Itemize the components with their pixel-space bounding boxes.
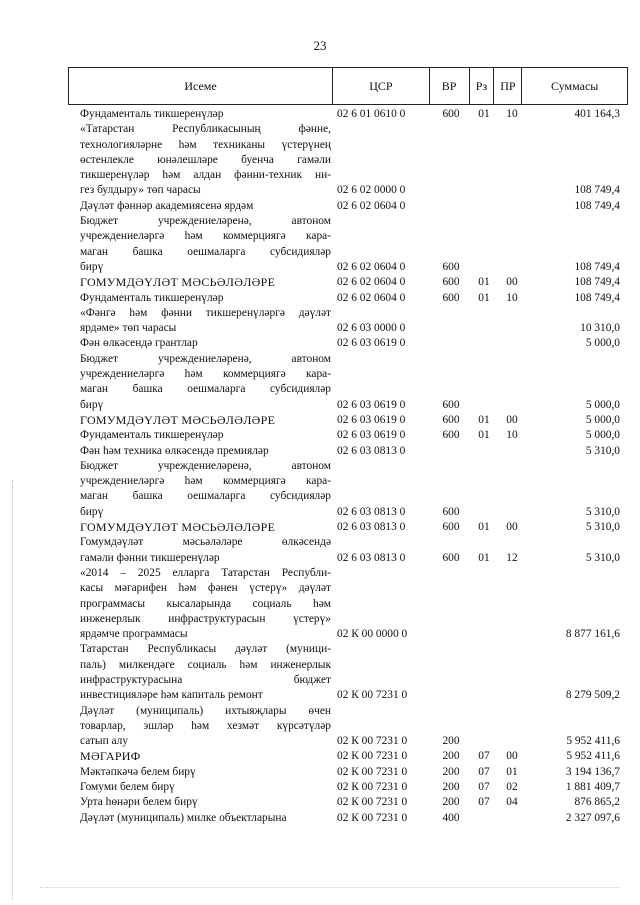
row-sum: 2 327 097,6 bbox=[565, 811, 620, 824]
row-rz: 07 bbox=[478, 765, 490, 778]
table-row bbox=[80, 214, 620, 275]
row-csr: 02 6 03 0619 0 bbox=[337, 413, 406, 426]
margin-decoration bbox=[12, 480, 15, 900]
row-name-line: ГОМУМДӘҮЛӘТ МӘСЬӘЛӘЛӘРЕ bbox=[80, 275, 276, 290]
row-name bbox=[80, 275, 335, 290]
row-pr: 02 bbox=[506, 781, 518, 794]
row-name-line: Дәүләт фәннәр академиясенә ярдәм bbox=[80, 199, 254, 212]
row-sum: 876 865,2 bbox=[574, 796, 620, 809]
row-csr: 02 К 00 7231 0 bbox=[337, 796, 408, 809]
table-row bbox=[80, 811, 620, 826]
row-name-line: ГОМУМДӘҮЛӘТ МӘСЬӘЛӘЛӘРЕ bbox=[80, 412, 276, 427]
row-name-line: МӘГАРИФ bbox=[80, 749, 141, 764]
table-row bbox=[80, 107, 620, 122]
row-csr: 02 6 02 0604 0 bbox=[337, 260, 406, 273]
row-csr: 02 6 02 0000 0 bbox=[337, 184, 406, 197]
row-name-line: Бюджет учреждениеләренә, автоном bbox=[80, 459, 331, 472]
row-name-line: инвестицияләре һәм капиталь ремонт bbox=[80, 689, 263, 702]
row-csr: 02 6 01 0610 0 bbox=[337, 108, 406, 120]
row-name-line: бирү bbox=[80, 260, 104, 273]
row-vr: 600 bbox=[442, 551, 460, 564]
row-name bbox=[80, 811, 335, 826]
row-name bbox=[80, 780, 335, 795]
row-name bbox=[80, 336, 335, 351]
row-name bbox=[80, 306, 335, 337]
table-header bbox=[68, 67, 628, 105]
row-sum: 5 310,0 bbox=[585, 551, 620, 564]
row-csr: 02 6 03 0619 0 bbox=[337, 337, 406, 350]
row-sum: 108 749,4 bbox=[574, 184, 620, 197]
row-sum: 5 952 411,6 bbox=[566, 750, 620, 763]
row-name-line: паль) милкендәге социаль һәм инженерлык bbox=[80, 658, 331, 671]
row-name-line: программасы кысаларында социаль һәм bbox=[80, 597, 331, 610]
row-name-line: Фундаменталь тикшеренүләр bbox=[80, 429, 224, 442]
row-vr: 600 bbox=[442, 413, 460, 426]
row-sum: 5 952 411,6 bbox=[566, 735, 620, 748]
row-csr: 02 6 03 0619 0 bbox=[337, 398, 406, 411]
table-row bbox=[80, 535, 620, 566]
row-sum: 3 194 136,7 bbox=[565, 765, 620, 778]
row-csr: 02 6 03 0813 0 bbox=[337, 521, 406, 534]
header-pr: ПР bbox=[494, 68, 522, 104]
row-sum: 5 000,0 bbox=[585, 398, 620, 411]
row-csr: 02 6 03 0813 0 bbox=[337, 505, 406, 518]
row-csr: 02 6 02 0604 0 bbox=[337, 199, 406, 212]
page-number: 23 bbox=[313, 38, 327, 53]
table-row bbox=[80, 444, 620, 459]
table-row bbox=[80, 336, 620, 351]
row-vr: 200 bbox=[442, 796, 460, 809]
row-pr: 12 bbox=[506, 551, 518, 564]
row-name-line: Татарстан Республикасы дәүләт (муници- bbox=[80, 643, 331, 656]
row-name bbox=[80, 566, 335, 642]
row-csr: 02 6 03 0813 0 bbox=[337, 551, 406, 564]
row-name bbox=[80, 428, 335, 443]
row-pr: 01 bbox=[506, 765, 518, 778]
row-name-line: Фән һәм техника өлкәсендә премияләр bbox=[80, 444, 269, 457]
row-name-line: Дәүләт (муниципаль) ихтыяҗлары өчен bbox=[80, 704, 331, 717]
row-sum: 10 310,0 bbox=[580, 322, 620, 335]
row-sum: 5 000,0 bbox=[585, 337, 620, 350]
row-name-line: бирү bbox=[80, 398, 104, 411]
row-name-line: учреждениеләргә һәм коммерциягә кара- bbox=[80, 368, 331, 381]
row-name bbox=[80, 413, 335, 428]
row-name bbox=[80, 765, 335, 780]
row-name bbox=[80, 535, 335, 566]
row-pr: 00 bbox=[506, 750, 518, 763]
row-pr: 00 bbox=[506, 521, 518, 534]
row-sum: 108 749,4 bbox=[574, 276, 620, 289]
row-name-line: касы мәгарифен һәм фәнен үстерү» дәүләт bbox=[80, 582, 331, 595]
row-vr: 600 bbox=[442, 260, 460, 273]
table-row bbox=[80, 428, 620, 443]
row-csr: 02 6 03 0813 0 bbox=[337, 444, 406, 457]
row-sum: 108 749,4 bbox=[574, 260, 620, 273]
table-row bbox=[80, 795, 620, 810]
row-name-line: Фундаменталь тикшеренүләр bbox=[80, 291, 224, 304]
row-vr: 200 bbox=[442, 765, 460, 778]
row-pr: 10 bbox=[506, 291, 518, 304]
row-vr: 200 bbox=[442, 735, 460, 748]
row-name bbox=[80, 459, 335, 520]
row-pr: 04 bbox=[506, 796, 518, 809]
row-csr: 02 К 00 7231 0 bbox=[337, 735, 408, 748]
row-csr: 02 К 00 7231 0 bbox=[337, 811, 408, 824]
row-name-line: Дәүләт (муниципаль) милке объектларына bbox=[80, 811, 287, 824]
header-csr: ЦСР bbox=[333, 68, 430, 104]
row-csr: 02 К 00 7231 0 bbox=[337, 750, 408, 763]
table-row bbox=[80, 291, 620, 306]
row-name-line: маган башка оешмаларга субсидияләр bbox=[80, 245, 331, 258]
row-vr: 600 bbox=[442, 429, 460, 442]
row-pr: 00 bbox=[506, 276, 518, 289]
table-row bbox=[80, 765, 620, 780]
row-name-line: сатып алу bbox=[80, 735, 129, 748]
row-rz: 01 bbox=[478, 276, 490, 289]
row-name-line: маган башка оешмаларга субсидияләр bbox=[80, 490, 331, 503]
row-name bbox=[80, 520, 335, 535]
row-name bbox=[80, 291, 335, 306]
row-rz: 01 bbox=[478, 108, 490, 120]
row-name-line: Бюджет учреждениеләренә, автоном bbox=[80, 352, 331, 365]
row-rz: 01 bbox=[478, 413, 490, 426]
row-vr: 400 bbox=[442, 811, 460, 824]
row-name bbox=[80, 352, 335, 413]
row-csr: 02 6 02 0604 0 bbox=[337, 276, 406, 289]
row-name-line: «2014 – 2025 елларга Татарстан Республи- bbox=[80, 566, 331, 579]
row-pr: 10 bbox=[506, 108, 518, 120]
row-vr: 600 bbox=[442, 276, 460, 289]
row-name-line: инженерлык инфраструктурасын үстерү» bbox=[80, 612, 331, 625]
row-name-line: бирү bbox=[80, 505, 104, 518]
table-row bbox=[80, 122, 620, 198]
row-csr: 02 К 00 7231 0 bbox=[337, 765, 408, 778]
row-name-line: Мәктәпкәчә белем бирү bbox=[80, 765, 196, 778]
row-rz: 01 bbox=[478, 429, 490, 442]
table-row bbox=[80, 275, 620, 290]
table-row bbox=[80, 199, 620, 214]
row-name-line: технологияләрне һәм техниканы үстерүнең bbox=[80, 138, 331, 151]
row-name bbox=[80, 122, 335, 198]
row-sum: 8 877 161,6 bbox=[565, 628, 620, 641]
row-vr: 600 bbox=[442, 291, 460, 304]
row-name bbox=[80, 214, 335, 275]
row-name-line: Фундаменталь тикшеренүләр bbox=[80, 108, 224, 120]
row-name-line: инфраструктурасына бюджет bbox=[80, 673, 331, 686]
row-rz: 07 bbox=[478, 781, 490, 794]
row-name-line: гамәли фәнни тикшеренүләр bbox=[80, 551, 220, 564]
table-row bbox=[80, 520, 620, 535]
row-vr: 600 bbox=[442, 108, 460, 120]
table-row bbox=[80, 413, 620, 428]
header-name: Исеме bbox=[69, 68, 333, 104]
row-name-line: ярдәмче программасы bbox=[80, 628, 188, 641]
row-name bbox=[80, 642, 335, 703]
row-name-line: Гомумдәүләт мәсьәләләре өлкәсендә bbox=[80, 536, 331, 549]
row-name-line: Бюджет учреждениеләренә, автоном bbox=[80, 215, 331, 228]
row-sum: 5 310,0 bbox=[585, 521, 620, 534]
table-row bbox=[80, 566, 620, 642]
row-sum: 108 749,4 bbox=[574, 199, 620, 212]
row-pr: 10 bbox=[506, 429, 518, 442]
row-sum: 8 279 509,2 bbox=[565, 689, 620, 702]
row-rz: 01 bbox=[478, 291, 490, 304]
row-vr: 200 bbox=[442, 781, 460, 794]
row-name-line: «Фәнгә һәм фәнни тикшеренүләргә дәүләт bbox=[80, 306, 331, 319]
row-name bbox=[80, 704, 335, 750]
table-row bbox=[80, 704, 620, 750]
row-name-line: Урта һөнәри белем бирү bbox=[80, 796, 198, 809]
row-name-line: маган башка оешмаларга субсидияләр bbox=[80, 383, 331, 396]
row-rz: 07 bbox=[478, 750, 490, 763]
row-csr: 02 6 03 0000 0 bbox=[337, 322, 406, 335]
row-pr: 00 bbox=[506, 413, 518, 426]
row-name-line: «Татарстан Республикасының фәнне, bbox=[80, 123, 331, 136]
row-vr: 600 bbox=[442, 521, 460, 534]
table-row bbox=[80, 352, 620, 413]
table-row bbox=[80, 780, 620, 795]
table-row bbox=[80, 642, 620, 703]
row-rz: 01 bbox=[478, 521, 490, 534]
row-rz: 07 bbox=[478, 796, 490, 809]
row-csr: 02 К 00 7231 0 bbox=[337, 689, 408, 702]
row-vr: 600 bbox=[442, 505, 460, 518]
row-csr: 02 К 00 7231 0 bbox=[337, 781, 408, 794]
row-sum: 5 000,0 bbox=[585, 413, 620, 426]
row-name-line: гез булдыру» төп чарасы bbox=[80, 184, 201, 197]
row-name-line: Фән өлкәсендә грантлар bbox=[80, 337, 198, 350]
table-row bbox=[80, 306, 620, 337]
row-name-line: учреждениеләргә һәм коммерциягә кара- bbox=[80, 475, 331, 488]
row-rz: 01 bbox=[478, 551, 490, 564]
row-name-line: Гомуми белем бирү bbox=[80, 781, 175, 794]
row-name-line: тикшеренүләр һәм алдан фәнни-техник ни- bbox=[80, 169, 331, 182]
table-body bbox=[80, 107, 620, 826]
row-csr: 02 6 03 0619 0 bbox=[337, 429, 406, 442]
row-sum: 108 749,4 bbox=[574, 291, 620, 304]
table-row bbox=[80, 459, 620, 520]
row-name-line: ярдәме» төп чарасы bbox=[80, 322, 177, 335]
row-sum: 401 164,3 bbox=[574, 108, 620, 120]
row-sum: 5 310,0 bbox=[585, 444, 620, 457]
row-name bbox=[80, 795, 335, 810]
header-rz: Рз bbox=[470, 68, 495, 104]
row-sum: 5 000,0 bbox=[585, 429, 620, 442]
row-name-line: учреждениеләргә һәм коммерциягә кара- bbox=[80, 230, 331, 243]
row-csr: 02 6 02 0604 0 bbox=[337, 291, 406, 304]
row-name bbox=[80, 749, 335, 764]
row-name-line: товарлар, эшләр һәм хезмәт күрсәтүләр bbox=[80, 719, 331, 732]
row-csr: 02 К 00 0000 0 bbox=[337, 628, 408, 641]
row-name bbox=[80, 444, 335, 459]
row-vr: 200 bbox=[442, 750, 460, 763]
row-sum: 1 881 409,7 bbox=[565, 781, 620, 794]
table-row bbox=[80, 749, 620, 764]
row-name bbox=[80, 199, 335, 214]
header-sum: Суммасы bbox=[551, 78, 599, 93]
row-name-line: ГОМУМДӘҮЛӘТ МӘСЬӘЛӘЛӘРЕ bbox=[80, 520, 276, 535]
bottom-decoration bbox=[40, 887, 620, 889]
header-vr: ВР bbox=[430, 68, 470, 104]
row-vr: 600 bbox=[442, 398, 460, 411]
row-sum: 5 310,0 bbox=[585, 505, 620, 518]
row-name-line: өстенлекле юнәлешләре буенча гамәли bbox=[80, 153, 331, 166]
row-name bbox=[80, 107, 335, 122]
